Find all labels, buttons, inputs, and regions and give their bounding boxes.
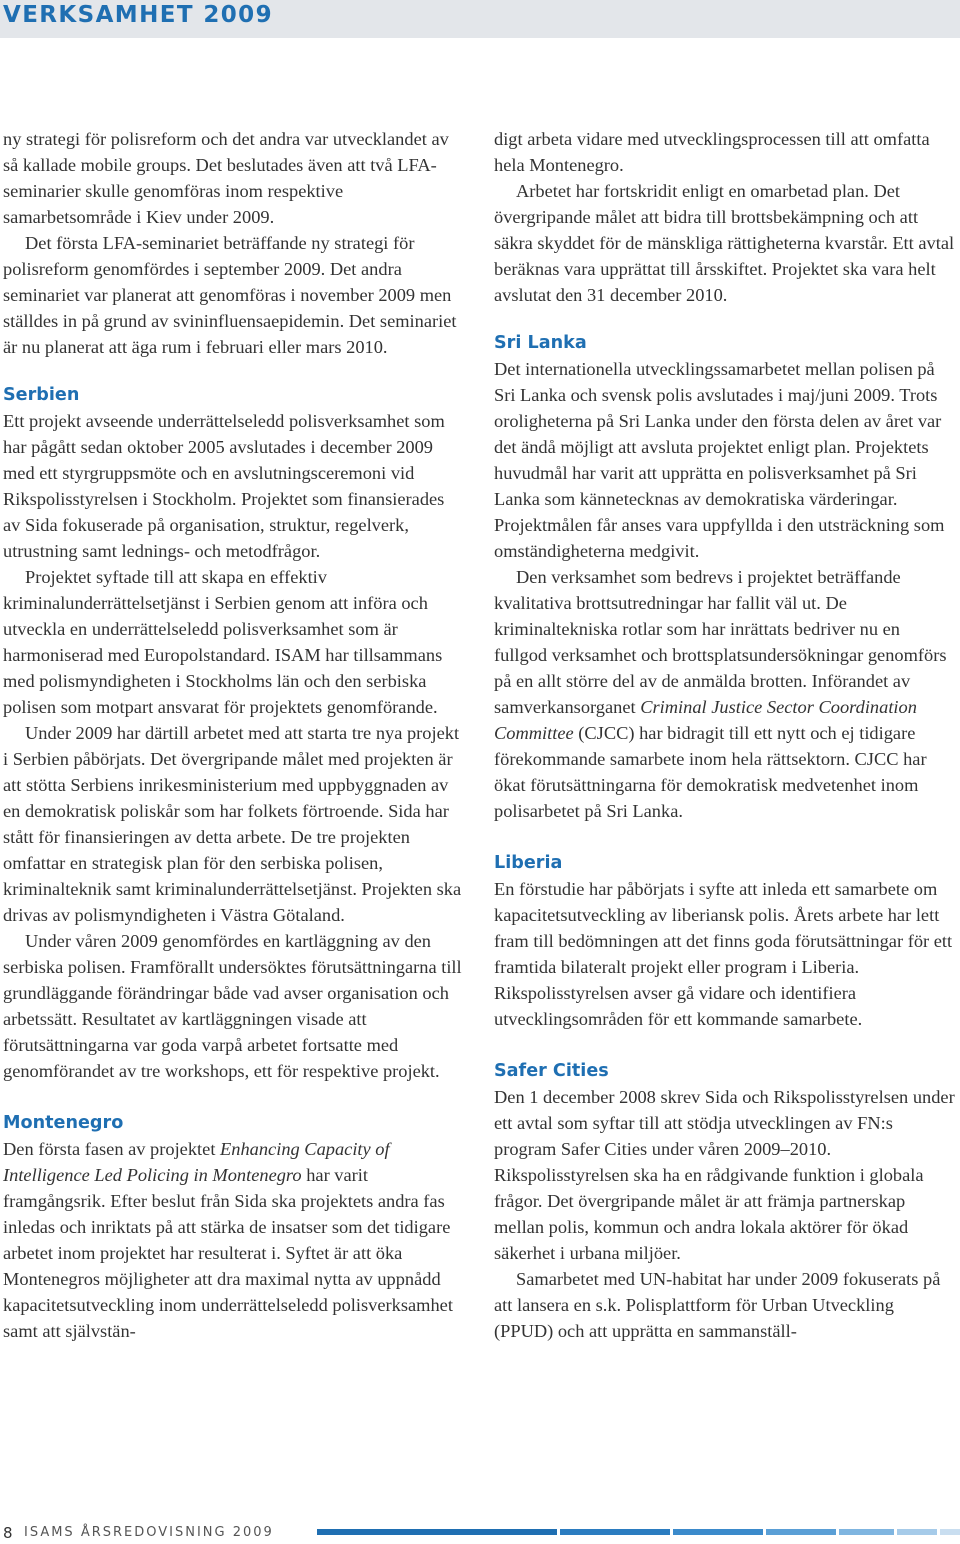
- heading-liberia: Liberia: [494, 853, 563, 873]
- paragraph: ny strategi för polisreform och det andra var utvecklandet av så kallade mobile groups. Det beslutades även att två LFA-seminarier skulle genomföras inom respektive samarbetsområde i Kiev under 2009.: [3, 129, 449, 227]
- paragraph: Ett projekt avseende underrättelseledd polisverksamhet som har pågått sedan oktober 2005 avslutades i december 2009 med ett styrgruppsmöte och en avslutningsceremoni vid Rikspolisstyrelsen i Stockholm. Projektet som finansierades av Sida fokuserade på organisation, struktur, regelverk, utrustning samt lednings- och metodfrågor.: [3, 411, 445, 561]
- publication-title: ISAMS ÅRSREDOVISNING 2009: [24, 1525, 274, 1540]
- heading-safer-cities: Safer Cities: [494, 1061, 609, 1081]
- heading-serbien: Serbien: [3, 385, 80, 405]
- bar-segment: [560, 1529, 670, 1535]
- bar-segment: [673, 1529, 763, 1535]
- bar-segment: [317, 1529, 557, 1535]
- paragraph: En förstudie har påbörjats i syfte att inleda ett samarbete om kapacitetsutveckling av liberiansk polis. Årets arbete har lett fram till bedömningen att det finns goda förutsättningar för ett framtida bilateralt projekt eller program i Liberia. Rikspolisstyrelsen avser gå vidare och identifiera utvecklingsområden för ett kommande samarbete.: [494, 879, 953, 1029]
- section-title: VERKSAMHET 2009: [3, 2, 273, 28]
- decorative-bars: [317, 1529, 960, 1535]
- paragraph: Det första LFA-seminariet beträffande ny strategi för polisreform genomfördes i september 2009. Det andra seminariet var planerat att genomföras i november 2009 men ställdes in på grund av svininfluensaepidemin. Det seminariet är nu planerat att äga rum i februari eller mars 2010.: [3, 233, 457, 357]
- paragraph: Den första fasen av projektet Enhancing Capacity of Intelligence Led Policing in Montenegro har varit framgångsrik. Efter beslut från Sida ska projektets andra fas inledas och inriktats på att stärka de insatser som det tidigare arbetet inom projektet har resulterat i. Syftet är att öka Montenegros möjligheter att dra maximal nytta av uppnådd kapacitetsutveckling inom underrättelseledd polisverksamhet samt att självstän-: [3, 1139, 453, 1341]
- paragraph: Under våren 2009 genomfördes en kartläggning av den serbiska polisen. Framförallt undersöktes förutsättningarna till grundläggande förändringar både vad avser organisation och arbetssätt. Resultatet av kartläggningen visade att förutsättningarna var goda varpå arbetet fortsatte med genomförandet av tre workshops, ett för respektive projekt.: [3, 931, 462, 1081]
- paragraph: Samarbetet med UN-habitat har under 2009 fokuserats på att lansera en s.k. Polisplattform för Urban Utveckling (PPUD) och att upprätta en sammanställ-: [494, 1269, 941, 1341]
- heading-montenegro: Montenegro: [3, 1113, 124, 1133]
- bar-segment: [766, 1529, 836, 1535]
- right-column: [494, 126, 956, 1344]
- paragraph: Den verksamhet som bedrevs i projektet beträffande kvalitativa brottsutredningar har fallit väl ut. De kriminaltekniska rotlar som har inrättats bedriver nu en fullgod verksamhet och brottsplatsundersökningar genomförs på en allt större del av de anmälda brotten. Införandet av samverkansorganet Criminal Justice Sector Coordination Committee (CJCC) har bidragit till ett nytt och ej tidigare förekommande samarbete inom hela rättsektorn. CJCC har ökat förutsättningarna för demokratisk medvetenhet inom polisarbetet på Sri Lanka.: [494, 567, 947, 821]
- paragraph: Projektet syftade till att skapa en effektiv kriminalunderrättelsetjänst i Serbien genom att införa och utveckla en underrättelseledd polisverksamhet som är harmoniserad med Europolstandard. ISAM har tillsammans med polismyndigheten i Stockholms län och den serbiska polisen som motpart ansvarat för projektets genomförande.: [3, 567, 443, 717]
- paragraph: digt arbeta vidare med utvecklingsprocessen till att omfatta hela Montenegro.: [494, 129, 930, 175]
- bar-segment: [897, 1529, 937, 1535]
- paragraph: Det internationella utvecklingssamarbetet mellan polisen på Sri Lanka och svensk polis avslutades i maj/juni 2009. Trots oroligheterna på Sri Lanka under den första delen av året var det ändå möjligt att avsluta projektet enligt plan. Projektets huvudmål har varit att upprätta en polisverksamhet på Sri Lanka som kännetecknas av demokratiska värderingar. Projektmålen får anses vara uppfyllda i den utsträckning som omständigheterna medgivit.: [494, 359, 945, 561]
- committee-name: Criminal Justice Sector Coordination Committee: [494, 697, 917, 743]
- page-footer: [0, 1520, 960, 1544]
- bar-segment: [940, 1529, 960, 1535]
- paragraph: Under 2009 har därtill arbetet med att starta tre nya projekt i Serbien påbörjats. Det övergripande målet med projekten är att stötta Serbiens inrikesministerium med uppbyggnaden av en demokratisk poliskår som har folkets förtroende. Sida har stått för finansieringen av detta arbete. De tre projekten omfattar en strategisk plan för den serbiska polisen, kriminalteknik samt kriminalunderrättelsetjänst. Projekten ska drivas av polismyndigheten i Västra Götaland.: [3, 723, 462, 925]
- bar-segment: [839, 1529, 894, 1535]
- paragraph: Arbetet har fortskridit enligt en omarbetad plan. Det övergripande målet att bidra till brottsbekämpning och att säkra skyddet för de mänskliga rättigheterna kvarstår. Ett avtal beräknas vara upprättat till årsskiftet. Projektet ska vara helt avslutat den 31 december 2010.: [494, 181, 955, 305]
- project-title: Enhancing Capacity of Intelligence Led Policing in Montenegro: [3, 1139, 390, 1185]
- heading-sri-lanka: Sri Lanka: [494, 333, 587, 353]
- left-column: [3, 126, 465, 1344]
- page-number: 8: [3, 1524, 13, 1542]
- paragraph: Den 1 december 2008 skrev Sida och Rikspolisstyrelsen under ett avtal som syftar till att stödja utvecklingen av FN:s program Safer Cities under våren 2009–2010. Rikspolisstyrelsen ska ha en rådgivande funktion i globala frågor. Det övergripande målet är att främja partnerskap mellan polis, kommun och andra lokala aktörer för ökad säkerhet i urbana miljöer.: [494, 1087, 955, 1263]
- page-header: [0, 0, 960, 38]
